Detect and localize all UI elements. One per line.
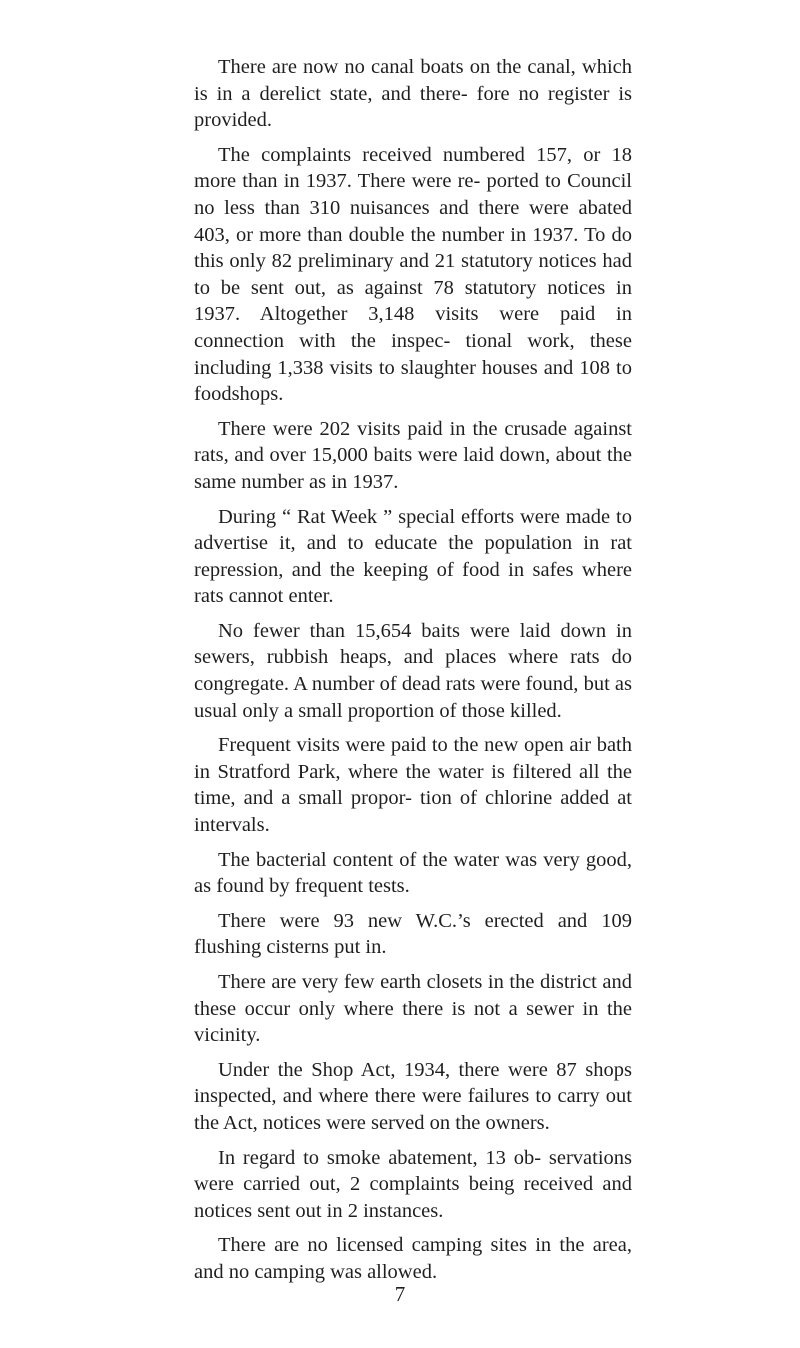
- paragraph-canal-boats: There are now no canal boats on the canal, which is in a derelict state, and there- fore no register is provided.: [194, 56, 632, 132]
- paragraph-smoke-abatement: In regard to smoke abatement, 13 ob- servations were carried out, 2 complaints being received and notices sent out in 2 instances.: [194, 1146, 632, 1222]
- paragraph-complaints: The complaints received numbered 157, or 18 more than in 1937. There were re- ported to Council no less than 310 nuisances and there were abated 403, or more than double the number in 1937. To do this only 82 preliminary and 21 statutory notices had to be sent out, as against 78 statutory notices in 1937. Altogether 3,148 visits were paid in connection with the inspec- tional work, these including 1,338 visits to slaughter houses and 108 to foodshops.: [194, 143, 632, 406]
- document-page: [194, 54, 632, 1294]
- paragraph-camping-sites: There are no licensed camping sites in the area, and no camping was allowed.: [194, 1234, 632, 1283]
- page-number: 7: [394, 1282, 406, 1306]
- paragraph-bacterial-content: The bacterial content of the water was very good, as found by frequent tests.: [194, 848, 632, 898]
- paragraph-shop-act: Under the Shop Act, 1934, there were 87 shops inspected, and where there were failures to carry out the Act, notices were served on the owners.: [194, 1058, 632, 1134]
- paragraph-rat-visits: There were 202 visits paid in the crusade against rats, and over 15,000 baits were laid down, about the same number as in 1937.: [194, 417, 632, 493]
- paragraph-open-air-bath: Frequent visits were paid to the new open air bath in Stratford Park, where the water is filtered all the time, and a small propor- tion of chlorine added at intervals.: [194, 734, 632, 837]
- paragraph-wc-cisterns: There were 93 new W.C.’s erected and 109 flushing cisterns put in.: [194, 909, 632, 959]
- paragraph-rat-week: During “ Rat Week ” special efforts were made to advertise it, and to educate the population in rat repression, and the keeping of food in safes where rats cannot enter.: [194, 505, 632, 608]
- paragraph-earth-closets: There are very few earth closets in the district and these occur only where there is not a sewer in the vicinity.: [194, 971, 632, 1047]
- paragraph-baits: No fewer than 15,654 baits were laid down in sewers, rubbish heaps, and places where rats do congregate. A number of dead rats were found, but as usual only a small proportion of those killed.: [194, 619, 632, 722]
